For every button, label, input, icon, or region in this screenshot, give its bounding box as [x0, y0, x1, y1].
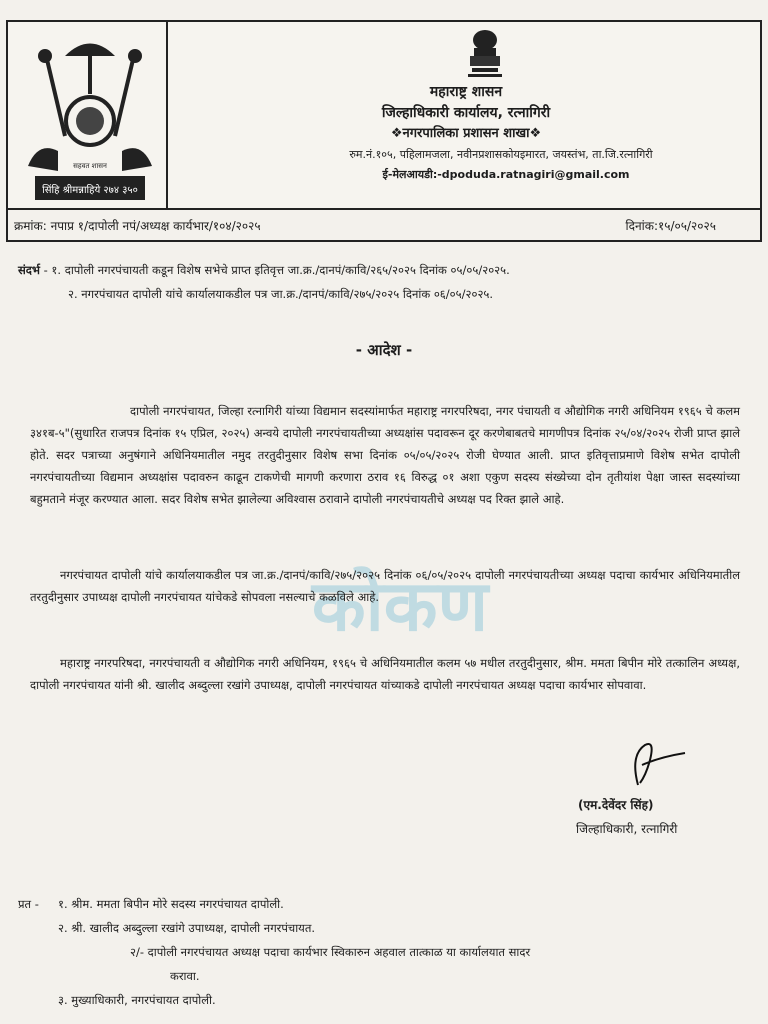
- order-title: - आदेश -: [355, 341, 413, 359]
- office-email: ई-मेलआयडी:-dpoduda.ratnagiri@gmail.com: [382, 168, 630, 181]
- copy-item-3: ३. मुख्याधिकारी, नगरपंचायत दापोली.: [58, 993, 216, 1007]
- copy-item-2-instruction-cont: करावा.: [170, 969, 200, 983]
- order-paragraph-1: दापोली नगरपंचायत, जिल्हा रत्नागिरी यांच्या विद्यमान सदस्यांमार्फत महाराष्ट्र नगरपरिषदा, नगर पंचायती व औद्योगिक नगरी अधिनियम १९६५ चे कलम ३४१ब-५"(सुधारित राजपत्र दिनांक १५ एप्रिल, २०२५) अन्वये दापोली नगरपंचायतीच्या अध्यक्षांस पदावरून दूर करणेबाबतचे मागणीपत्र दिनांक २५/०४/२०२५ रोजी प्राप्त झाले होते. सदर पत्राच्या अनुषंगाने अधिनियमातील नमुद तरतुदीनुसार विशेष सभा दिनांक ०५/०५/२०२५ रोजी घेण्यात आली. प्राप्त इतिवृत्ताप्रमाणे विशेष सभेत दापोली नगरपंचायतीच्या विद्यमान अध्यक्षांस पदावरुन काढून टाकणेची मागणी करणारा ठराव १६ विरुद्ध ०१ अशा एकुण सदस्य संख्येच्या दोन तृतीयांश पेक्षा जास्त सदस्यांच्या बहुमताने मंजूर करण्यात आला. सदर विशेष सभेत झालेल्या अविश्वास ठरावाने दापोली नगरपंचायतीचे अध्यक्ष पद रिक्त झाले आहे.: [30, 404, 740, 506]
- references-label: संदर्भ: [18, 263, 40, 277]
- emblem-caption: सिंहि श्रीमन्नाहिये २७४ ३५०: [42, 185, 138, 196]
- office-address-block: [168, 82, 764, 184]
- rajmudra-emblem-icon: [20, 26, 160, 206]
- copy-item-2-instruction: २/- दापोली नगरपंचायत अध्यक्ष पदाचा कार्यभार स्विकारुन अहवाल तात्काळ या कार्यालयात सादर: [130, 945, 531, 959]
- watermark-text: कोकण: [311, 565, 489, 647]
- signatory-name: (एम.देवेंदर सिंह): [578, 798, 654, 812]
- copy-item-1: प्रत - १. श्रीम. ममता बिपीन मोरे सदस्य नगरपंचायत दापोली.: [18, 892, 738, 916]
- reference-line: [6, 210, 762, 242]
- branch-name: ❖नगरपालिका प्रशासन शाखा❖: [390, 126, 542, 141]
- copy-to-label: प्रत -: [18, 897, 39, 911]
- signatory-designation: जिल्हाधिकारी, रत्नागिरी: [576, 822, 678, 836]
- references-section: [18, 258, 753, 306]
- signature-icon: [620, 735, 690, 790]
- reference-number: क्रमांक: नपाप्र १/दापोली नपं/अध्यक्ष कार्यभार/१०४/२०२५: [14, 219, 261, 233]
- govt-name: महाराष्ट्र शासन: [429, 84, 503, 100]
- ashoka-emblem-icon: [460, 26, 510, 82]
- reference-item-2: २. नगरपंचायत दापोली यांचे कार्यालयाकडील पत्र जा.क्र./दानपं/कावि/२७५/२०२५ दिनांक ०६/०५/२०२५.: [68, 287, 494, 301]
- copy-item-2: २. श्री. खालीद अब्दुल्ला रखांगे उपाध्यक्ष, दापोली नगरपंचायत.: [58, 921, 316, 935]
- emblem-caption-upper: सहवत शासन: [73, 162, 107, 170]
- order-paragraph-2: नगरपंचायत दापोली यांचे कार्यालयाकडील पत्र जा.क्र./दानपं/कावि/२७५/२०२५ दिनांक ०६/०५/२०२५ दापोली नगरपंचायतीच्या अध्यक्ष पदाचा कार्यभार अधिनियमातील तरतुदीनुसार उपाध्यक्ष दापोली नगरपंचायत यांचेकडे सोपवला नसल्याचे कळविले आहे.: [30, 568, 740, 604]
- order-paragraph-3: महाराष्ट्र नगरपरिषदा, नगरपंचायती व औद्योगिक नगरी अधिनियम, १९६५ चे अधिनियमातील कलम ५७ मधील तरतुदीनुसार, श्रीम. ममता बिपीन मोरे तत्कालिन अध्यक्ष, दापोली नगरपंचायत यांनी श्री. खालीद अब्दुल्ला रखांगे उपाध्यक्ष, दापोली नगरपंचायत यांच्याकडे दापोली नगरपंचायत अध्यक्ष पदाचा कार्यभार सोपवावा.: [30, 656, 740, 692]
- office-address: रुम.नं.१०५, पहिलामजला, नवीनप्रशासकोयइमारत, जयस्तंभ, ता.जि.रत्नागिरी: [349, 148, 653, 161]
- office-name: जिल्हाधिकारी कार्यालय, रत्नागिरी: [381, 105, 551, 121]
- reference-item-1: संदर्भ - १. दापोली नगरपंचायती कडून विशेष सभेचे प्राप्त इतिवृत्त जा.क्र./दानपं/कावि/२६५/२०२५ दिनांक ०५/०५/२०२५.: [18, 263, 510, 277]
- letterhead: [6, 20, 762, 210]
- copy-to-section: [18, 892, 738, 1012]
- reference-date: दिनांक:१५/०५/२०२५: [625, 219, 716, 233]
